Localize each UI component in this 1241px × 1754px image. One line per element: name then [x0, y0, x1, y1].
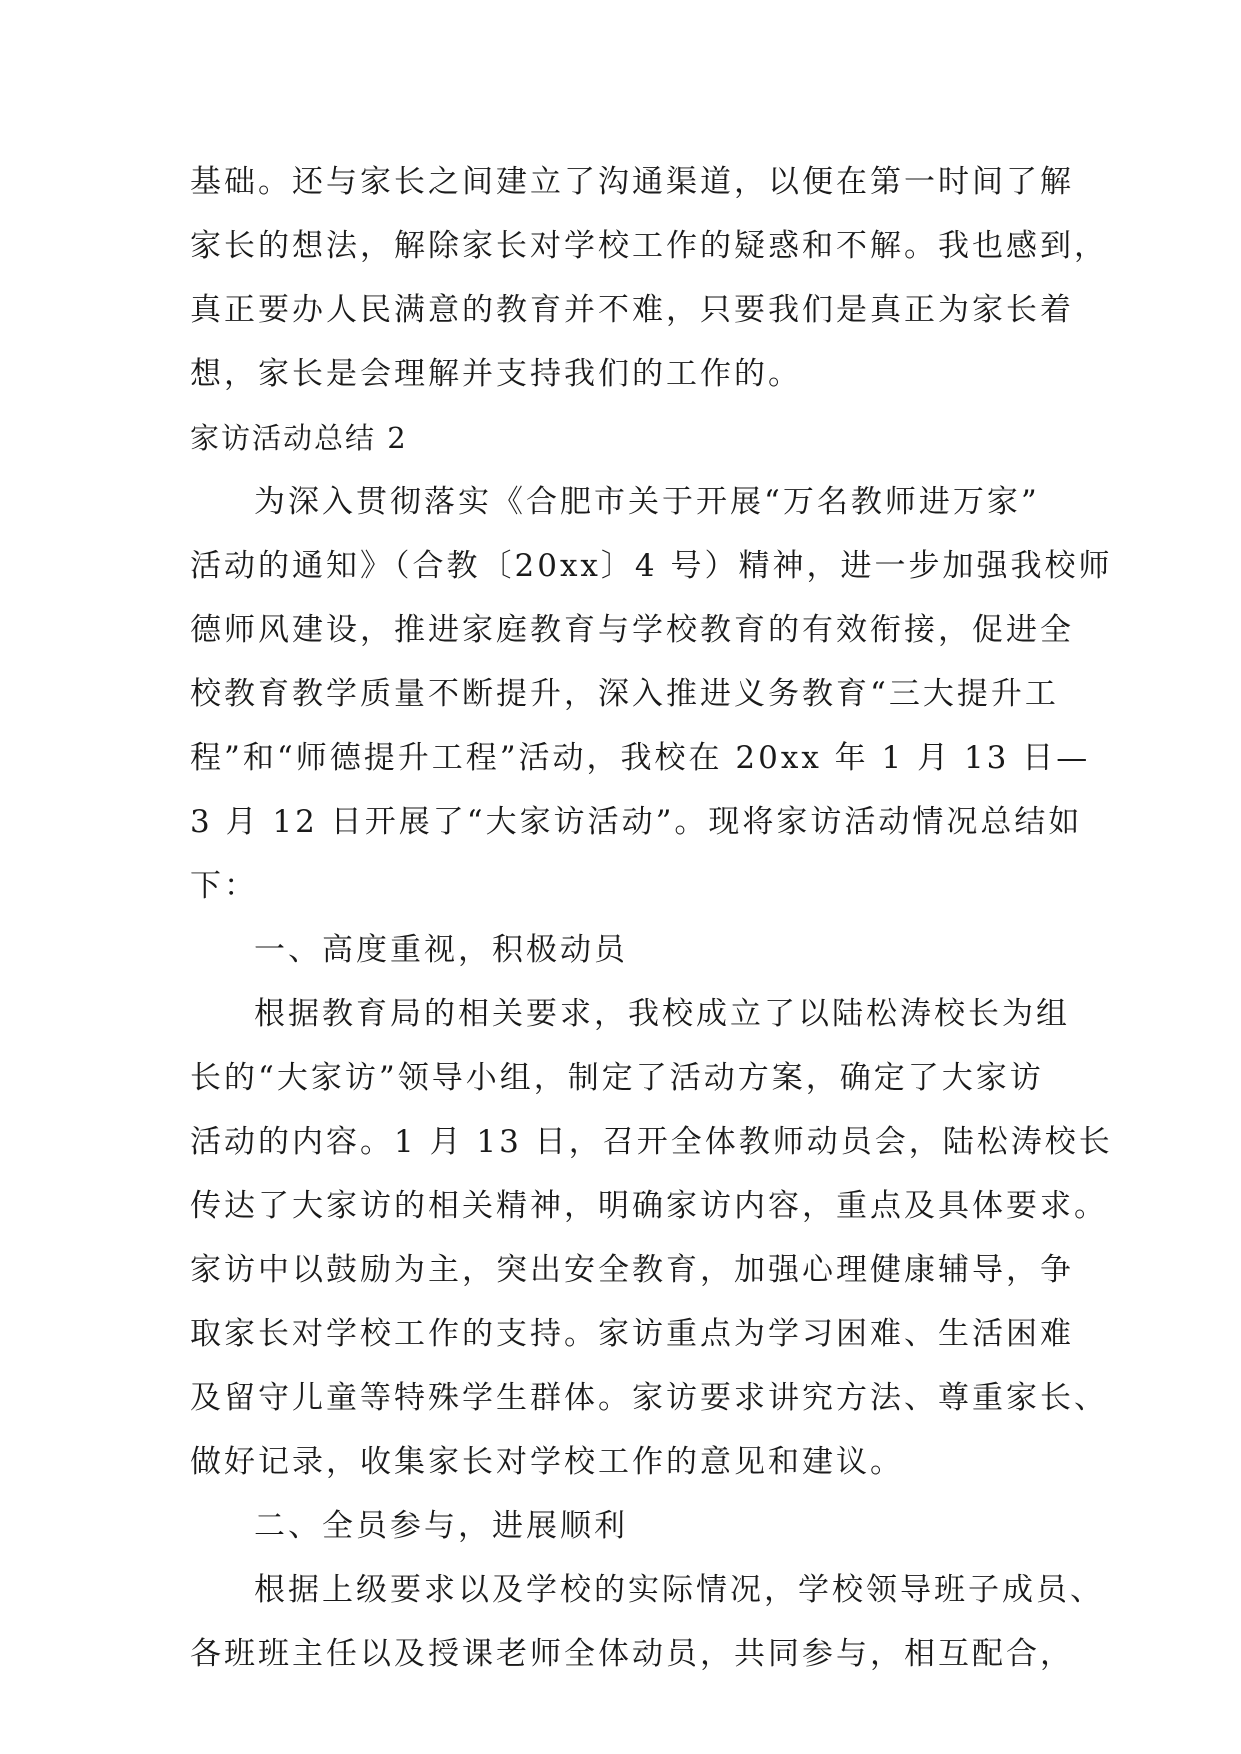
section-title: 家访活动总结 2 — [190, 421, 408, 455]
text-line: 及留守儿童等特殊学生群体。家访要求讲究方法、尊重家长、 — [190, 1380, 1108, 1416]
text-line: 家访中以鼓励为主，突出安全教育，加强心理健康辅导，争 — [190, 1252, 1074, 1288]
text-line: 下： — [190, 868, 258, 904]
text-line: 想，家长是会理解并支持我们的工作的。 — [190, 356, 802, 392]
text-line: 做好记录，收集家长对学校工作的意见和建议。 — [190, 1444, 904, 1480]
text-line: 家长的想法，解除家长对学校工作的疑惑和不解。我也感到， — [190, 228, 1108, 264]
text-line: 基础。还与家长之间建立了沟通渠道，以便在第一时间了解 — [190, 164, 1074, 200]
text-line: 为深入贯彻落实《合肥市关于开展“万名教师进万家” — [254, 484, 1040, 520]
text-line: 德师风建设，推进家庭教育与学校教育的有效衔接，促进全 — [190, 612, 1074, 648]
text-line: 校教育教学质量不断提升，深入推进义务教育“三大提升工 — [190, 676, 1059, 712]
text-line: 活动的内容。1 月 13 日，召开全体教师动员会，陆松涛校长 — [190, 1124, 1113, 1160]
text-line: 长的“大家访”领导小组，制定了活动方案，确定了大家访 — [190, 1060, 1044, 1096]
text-line: 二、全员参与，进展顺利 — [254, 1508, 628, 1544]
text-line: 3 月 12 日开展了“大家访活动”。现将家访活动情况总结如 — [190, 804, 1083, 840]
text-line: 真正要办人民满意的教育并不难，只要我们是真正为家长着 — [190, 292, 1074, 328]
text-line: 活动的通知》（合教〔20xx〕4 号）精神，进一步加强我校师 — [190, 548, 1113, 584]
text-line: 各班班主任以及授课老师全体动员，共同参与，相互配合， — [190, 1636, 1074, 1672]
text-line: 程”和“师德提升工程”活动，我校在 20xx 年 1 月 13 日— — [190, 740, 1091, 776]
text-line: 取家长对学校工作的支持。家访重点为学习困难、生活困难 — [190, 1316, 1074, 1352]
text-line: 一、高度重视，积极动员 — [254, 932, 628, 968]
document-page — [190, 150, 1113, 1686]
text-line: 传达了大家访的相关精神，明确家访内容，重点及具体要求。 — [190, 1188, 1108, 1224]
text-line: 根据教育局的相关要求，我校成立了以陆松涛校长为组 — [254, 996, 1070, 1032]
text-line: 根据上级要求以及学校的实际情况，学校领导班子成员、 — [254, 1572, 1104, 1608]
